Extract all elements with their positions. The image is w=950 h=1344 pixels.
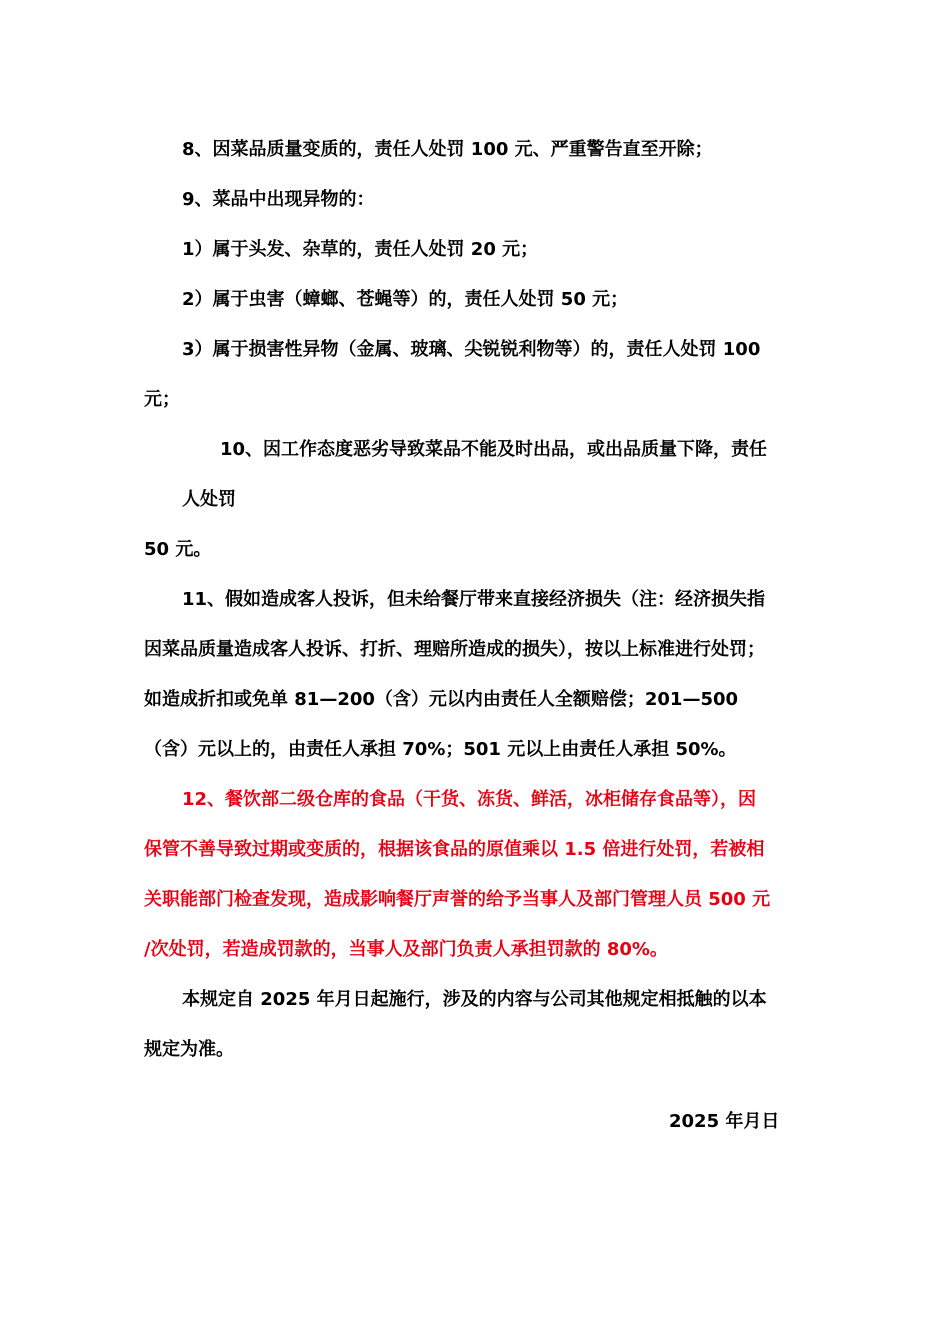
item-11-line-1: 11、假如造成客人投诉，但未给餐厅带来直接经济损失（注：经济损失指 <box>182 589 766 610</box>
item-9-sub-2: 2）属于虫害（蟑螂、苍蝇等）的，责任人处罚 50 元； <box>182 289 629 310</box>
item-11-line-3: 如造成折扣或免单 81—200（含）元以内由责任人全额赔偿；201—500 <box>144 689 739 710</box>
closing-line-1: 本规定自 2025 年月日起施行，涉及的内容与公司其他规定相抵触的以本 <box>182 989 767 1010</box>
item-9: 9、菜品中出现异物的： <box>182 189 375 210</box>
closing-line-2: 规定为准。 <box>144 1039 234 1060</box>
item-10-line-1: 10、因工作态度恶劣导致菜品不能及时出品，或出品质量下降，责任 <box>220 439 768 460</box>
item-10-line-2: 人处罚 <box>182 489 236 510</box>
item-10-line-3: 50 元。 <box>144 539 212 560</box>
item-12-line-3: 关职能部门检查发现，造成影响餐厅声誉的给予当事人及部门管理人员 500 元 <box>144 889 771 910</box>
item-12-line-1: 12、餐饮部二级仓库的食品（干货、冻货、鲜活，冰柜储存食品等），因 <box>182 789 757 810</box>
item-12-line-2: 保管不善导致过期或变质的，根据该食品的原值乘以 1.5 倍进行处罚，若被相 <box>144 839 765 860</box>
item-9-sub-1: 1）属于头发、杂草的，责任人处罚 20 元； <box>182 239 539 260</box>
item-9-sub-3-line-2: 元； <box>144 389 180 410</box>
item-11-line-2: 因菜品质量造成客人投诉、打折、理赔所造成的损失），按以上标准进行处罚； <box>144 639 765 660</box>
document-date: 2025 年月日 <box>669 1111 780 1132</box>
item-12-line-4: /次处罚，若造成罚款的，当事人及部门负责人承担罚款的 80%。 <box>144 939 668 960</box>
item-9-sub-3-line-1: 3）属于损害性异物（金属、玻璃、尖锐锐利物等）的，责任人处罚 100 <box>182 339 761 360</box>
item-11-line-4: （含）元以上的，由责任人承担 70%；501 元以上由责任人承担 50%。 <box>144 739 737 760</box>
item-8: 8、因菜品质量变质的，责任人处罚 100 元、严重警告直至开除； <box>182 139 713 160</box>
